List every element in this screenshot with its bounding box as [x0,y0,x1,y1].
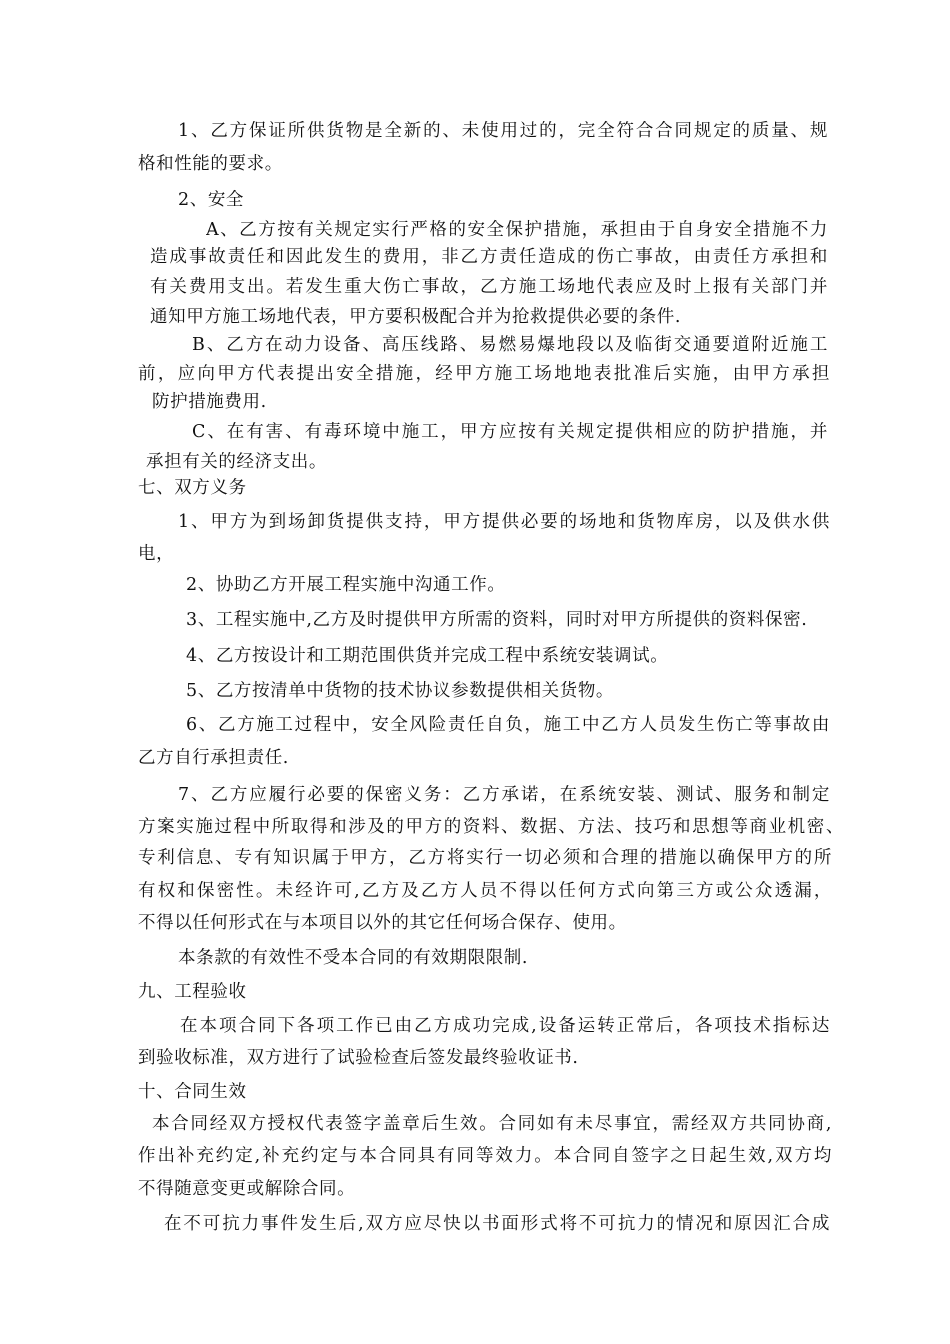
text-line: 有权和保密性。未经许可,乙方及乙方人员不得以任何方式向第三方或公众透漏， [138,881,832,901]
text-line: 在不可抗力事件发生后,双方应尽快以书面形式将不可抗力的情况和原因汇合成 [164,1214,830,1234]
section-heading: 2、安全 [178,190,245,210]
text-line: 专利信息、专有知识属于甲方，乙方将实行一切必须和合理的措施以确保甲方的所 [138,848,832,868]
list-item: 5、乙方按清单中货物的技术协议参数提供相关货物。 [186,681,615,701]
text-line: 作出补充约定,补充约定与本合同具有同等效力。本合同自签字之日起生效,双方均 [138,1146,832,1166]
text-line: 不得以任何形式在与本项目以外的其它任何场合保存、使用。 [138,913,627,933]
text-line: 有关费用支出。若发生重大伤亡事故，乙方施工场地代表应及时上报有关部门并 [150,277,828,297]
section-heading: 七、双方义务 [138,478,247,498]
text-line: 1、甲方为到场卸货提供支持，甲方提供必要的场地和货物库房，以及供水供 [178,512,830,532]
text-line: C、在有害、有毒环境中施工，甲方应按有关规定提供相应的防护措施，并 [192,422,828,442]
text-line: 1、乙方保证所供货物是全新的、未使用过的，完全符合合同规定的质量、规 [178,121,828,141]
list-item: 3、工程实施中,乙方及时提供甲方所需的资料，同时对甲方所提供的资料保密. [186,610,808,630]
list-item: 4、乙方按设计和工期范围供货并完成工程中系统安装调试。 [186,646,669,666]
text-line: A、乙方按有关规定实行严格的安全保护措施，承担由于自身安全措施不力 [206,220,828,240]
text-line: 在本项合同下各项工作已由乙方成功完成,设备运转正常后，各项技术指标达 [180,1016,830,1036]
text-line: 不得随意变更或解除合同。 [138,1179,356,1199]
text-line: 方案实施过程中所取得和涉及的甲方的资料、数据、方法、技巧和思想等商业机密、 [138,817,844,837]
text-line: 到验收标准，双方进行了试验检查后签发最终验收证书. [138,1048,579,1068]
text-line: 格和性能的要求。 [138,154,283,174]
section-heading: 十、合同生效 [138,1082,247,1102]
text-line: 承担有关的经济支出。 [146,452,327,472]
text-line: 乙方自行承担责任. [138,748,289,768]
text-line: 造成事故责任和因此发生的费用，非乙方责任造成的伤亡事故，由责任方承担和 [150,247,828,267]
text-line: 本合同经双方授权代表签字盖章后生效。合同如有未尽事宜，需经双方共同协商, [152,1114,832,1134]
text-line: 本条款的有效性不受本合同的有效期限限制. [178,948,529,968]
text-line: B、乙方在动力设备、高压线路、易燃易爆地段以及临街交通要道附近施工 [192,335,828,355]
list-item: 6、乙方施工过程中，安全风险责任自负，施工中乙方人员发生伤亡等事故由 [186,715,830,735]
list-item: 2、协助乙方开展工程实施中沟通工作。 [186,575,506,595]
text-line: 前，应向甲方代表提出安全措施，经甲方施工场地地表批准后实施，由甲方承担 [138,364,830,384]
section-heading: 九、工程验收 [138,982,247,1002]
text-line: 通知甲方施工场地代表，甲方要积极配合并为抢救提供必要的条件. [150,307,682,327]
text-line: 电， [138,544,175,564]
list-item: 7、乙方应履行必要的保密义务：乙方承诺，在系统安装、测试、服务和制定 [178,785,830,805]
text-line: 防护措施费用. [152,392,267,412]
